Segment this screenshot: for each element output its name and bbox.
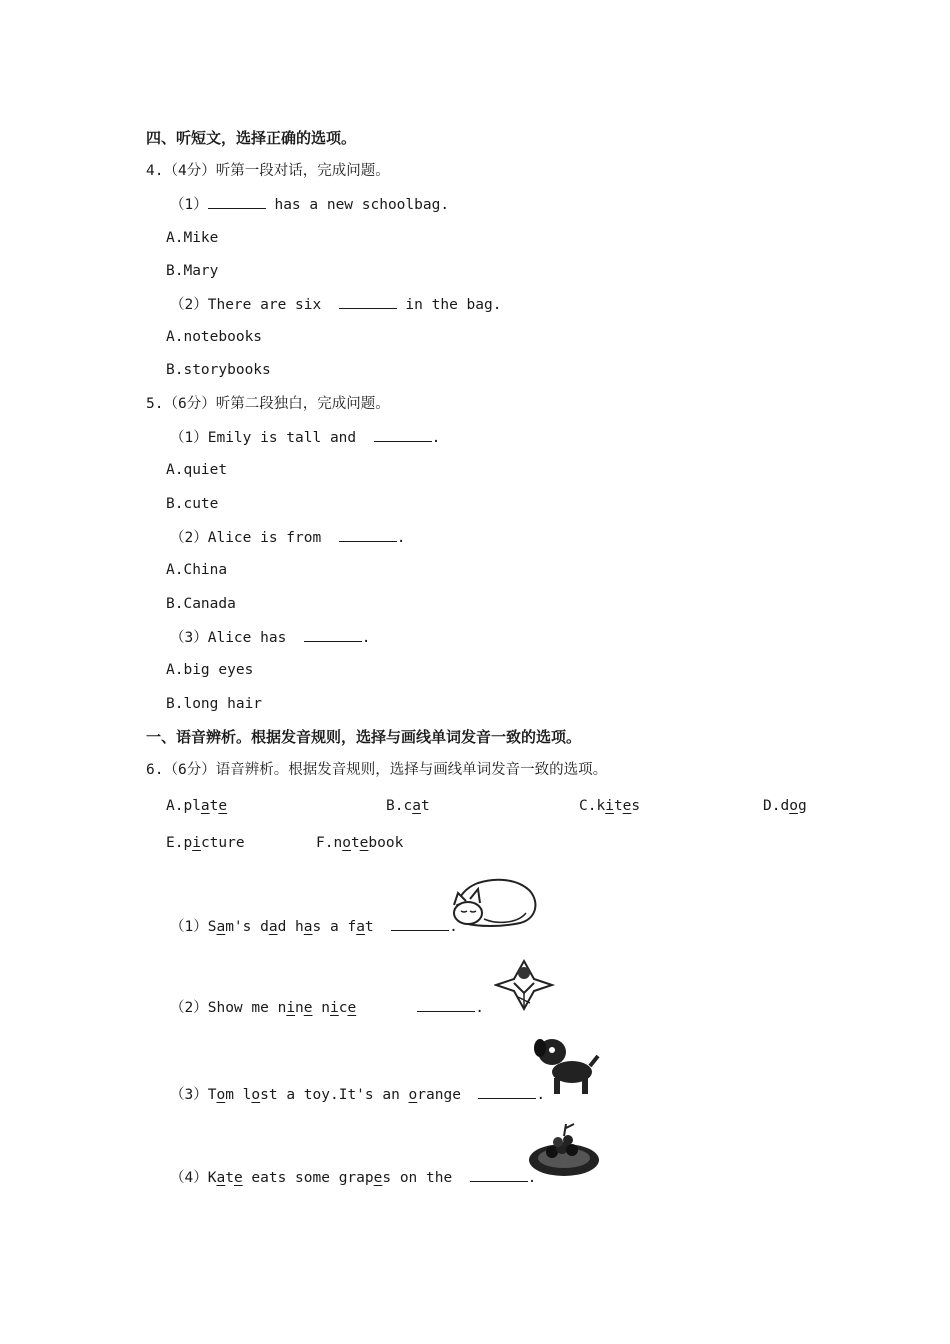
underlined-letter: e [233,1170,243,1186]
sentence-text: t [364,919,392,935]
q6-sentence-2 [170,997,484,1018]
answer-blank[interactable] [417,997,475,1012]
sentence-text: eats some grap [242,1170,374,1186]
underlined-letter: e [303,1000,313,1016]
underlined-letter: i [192,835,201,851]
answer-blank[interactable] [374,427,432,442]
question-5-2 [170,527,405,548]
answer-blank[interactable] [339,294,397,309]
sleeping-cat-picture [448,875,540,929]
q6-sentence-3 [170,1084,545,1105]
sentence-text: t [225,1170,234,1186]
answer-blank[interactable] [478,1084,536,1099]
section-4-title: 四、听短文，选择正确的选项。 [146,129,357,147]
q4-2-option-a: A.notebooks [166,329,263,345]
sentence-text [356,1000,417,1016]
underlined-letter: a [216,919,226,935]
underlined-letter: o [408,1087,418,1103]
underlined-letter: o [251,1087,261,1103]
sentence-text: （3）T [170,1087,217,1103]
option-text: A.pl [166,798,201,814]
q4-2-option-b: B.storybooks [166,362,271,378]
underlined-letter: e [218,798,228,814]
question-5-stem: 5.（6分）听第二段独白，完成问题。 [146,396,390,412]
q5-3-prefix: （3）Alice has [170,630,304,646]
q5-3-option-a: A.big eyes [166,662,254,678]
q6-sentence-1 [170,916,458,937]
underlined-letter: i [286,1000,296,1016]
question-4-1 [170,194,449,215]
q6-option-d [763,796,807,816]
q5-2-prefix: （2）Alice is from [170,530,339,546]
question-6-stem: 6.（6分）语音辨析。根据发音规则，选择与画线单词发音一致的选项。 [146,762,608,778]
option-text: B.c [386,798,413,814]
sentence-text: range [417,1087,479,1103]
answer-blank[interactable] [391,916,449,931]
q5-1-suffix: . [431,430,441,446]
underlined-letter: a [268,919,278,935]
sentence-text: （1）S [170,919,217,935]
question-5-1 [170,427,440,448]
q5-1-prefix: （1）Emily is tall and [170,430,374,446]
underlined-letter: a [412,798,421,814]
option-text: E.p [166,835,193,851]
sentence-text: . [536,1087,546,1103]
sentence-text: m l [225,1087,252,1103]
q5-3-option-b: B.long hair [166,696,263,712]
answer-blank[interactable] [470,1167,528,1182]
underlined-letter: i [329,1000,339,1016]
sentence-text: （4）K [170,1170,217,1186]
sentence-text: . [475,1000,485,1016]
q6-sentence-4 [170,1167,536,1188]
underlined-letter: a [200,798,210,814]
section-1-title: 一、语音辨析。根据发音规则，选择与画线单词发音一致的选项。 [146,728,582,746]
option-text: t [350,835,360,851]
sentence-text: . [449,919,458,935]
sentence-text: c [338,1000,348,1016]
q4-1-option-a: A.Mike [166,230,219,246]
q6-option-a [166,796,227,816]
q6-option-f [316,833,403,853]
underlined-letter: e [347,1000,357,1016]
option-text: t [420,798,430,814]
answer-blank[interactable] [304,627,362,642]
q5-2-option-a: A.China [166,562,228,578]
sentence-text: . [527,1170,537,1186]
option-text: book [368,835,404,851]
sentence-text: st a toy.It's an [260,1087,409,1103]
option-text: C.k [579,798,606,814]
answer-blank[interactable] [339,527,397,542]
option-text: D.d [763,798,790,814]
question-4-2 [170,294,501,315]
q5-3-suffix: . [361,630,371,646]
underlined-letter: o [342,835,351,851]
q4-2-suffix: in the bag. [396,297,502,313]
underlined-letter: o [216,1087,226,1103]
q5-1-option-a: A.quiet [166,462,228,478]
q6-option-b [386,796,430,816]
option-text: cture [200,835,245,851]
option-text: t [209,798,219,814]
sentence-text: s a f [312,919,357,935]
option-text: t [613,798,623,814]
underlined-letter: e [359,835,369,851]
underlined-letter: o [789,798,798,814]
q4-2-prefix: （2）There are six [170,297,339,313]
option-text: s [631,798,641,814]
question-4-stem: 4.（4分）听第一段对话，完成问题。 [146,163,390,179]
underlined-letter: a [356,919,365,935]
q5-2-suffix: . [396,530,406,546]
question-5-3 [170,627,371,648]
q5-1-option-b: B.cute [166,496,219,512]
underlined-letter: e [622,798,632,814]
q6-option-e [166,833,245,853]
q4-1-suffix: has a new schoolbag. [265,197,450,213]
sentence-text: n [295,1000,304,1016]
plate-of-grapes-picture [526,1120,602,1180]
q4-1-option-b: B.Mary [166,263,219,279]
sentence-text: n [312,1000,330,1016]
sentence-text: m's d [225,919,269,935]
q6-option-c [579,796,640,816]
kite-picture [494,957,556,1013]
sentence-text: s on the [382,1170,470,1186]
answer-blank[interactable] [208,194,266,209]
q5-2-option-b: B.Canada [166,596,236,612]
underlined-letter: a [303,919,313,935]
option-text: g [797,798,807,814]
underlined-letter: i [605,798,614,814]
option-text: F.n [316,835,343,851]
sentence-text: （2）Show me n [170,1000,287,1016]
dog-picture [532,1034,600,1098]
sentence-text: d h [277,919,304,935]
underlined-letter: e [373,1170,383,1186]
underlined-letter: a [216,1170,226,1186]
q4-1-prefix: （1） [170,197,208,213]
